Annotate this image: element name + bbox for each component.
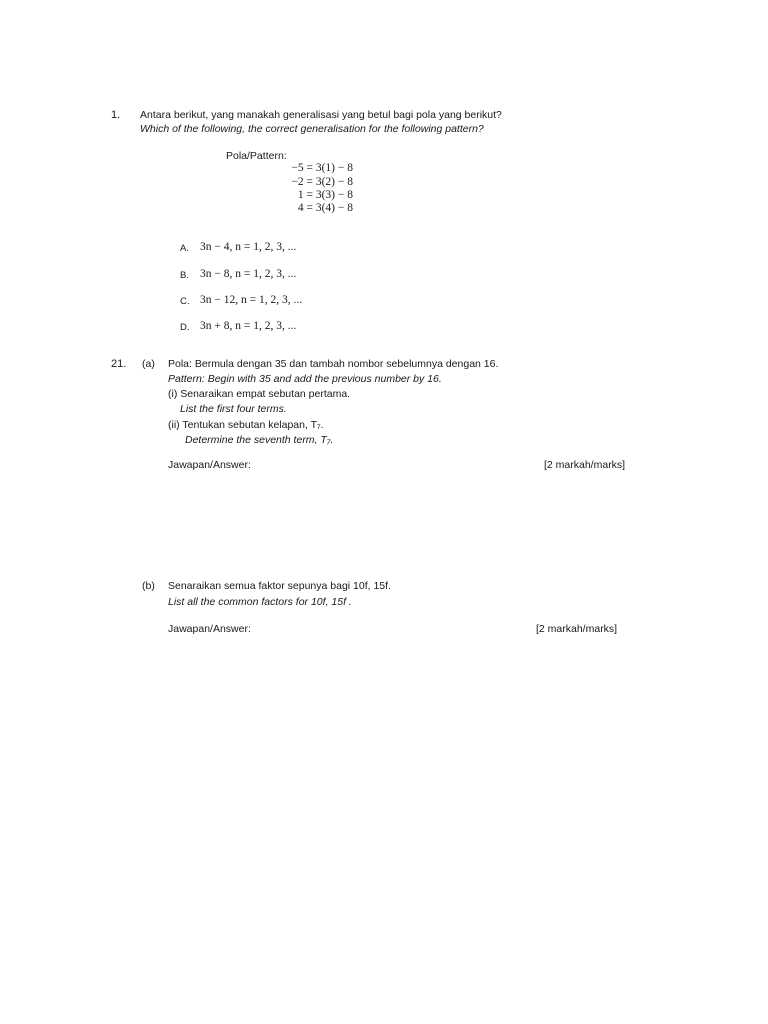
option-b-text: 3n − 8, n = 1, 2, 3, ... — [200, 268, 297, 280]
question-text-malay: Antara berikut, yang manakah generalisasi yang betul bagi pola yang berikut? — [140, 109, 502, 121]
part-b-text-english: List all the common factors for 10f, 15f . — [168, 596, 352, 608]
part-a-label: (a) — [142, 358, 155, 370]
option-d-letter: D. — [180, 322, 190, 333]
sub-i-malay: (i) Senaraikan empat sebutan pertama. — [168, 388, 351, 400]
sub-i-english: List the first four terms. — [180, 403, 287, 415]
part-b-text-malay: Senaraikan semua faktor sepunya bagi 10f, 15f. — [168, 580, 391, 592]
answer-label: Jawapan/Answer: — [168, 459, 251, 471]
sub-ii-malay: (ii) Tentukan sebutan kelapan, T₇. — [168, 419, 324, 431]
option-d-text: 3n + 8, n = 1, 2, 3, ... — [200, 320, 297, 332]
question-number: 21. — [111, 358, 127, 370]
part-a-text-english: Pattern: Begin with 35 and add the previous number by 16. — [168, 373, 442, 385]
pattern-line: −5 = 3(1) − 8 — [291, 162, 353, 174]
answer-label: Jawapan/Answer: — [168, 623, 251, 635]
marks-label: [2 markah/marks] — [536, 623, 618, 635]
question-number: 1. — [111, 109, 121, 121]
option-b-letter: B. — [180, 270, 189, 281]
part-b-label: (b) — [142, 580, 155, 592]
pattern-label: Pola/Pattern: — [226, 150, 287, 162]
option-a-letter: A. — [180, 243, 189, 254]
question-text-english: Which of the following, the correct generalisation for the following pattern? — [140, 123, 484, 135]
pattern-line: 1 = 3(3) − 8 — [297, 189, 353, 201]
pattern-line: −2 = 3(2) − 8 — [291, 176, 353, 188]
marks-label: [2 markah/marks] — [544, 459, 626, 471]
option-a-text: 3n − 4, n = 1, 2, 3, ... — [200, 241, 297, 253]
option-c-letter: C. — [180, 296, 190, 307]
option-c-text: 3n − 12, n = 1, 2, 3, ... — [200, 294, 303, 306]
pattern-line: 4 = 3(4) − 8 — [297, 202, 353, 214]
sub-ii-english: Determine the seventh term, T₇. — [185, 434, 334, 446]
part-a-text-malay: Pola: Bermula dengan 35 dan tambah nombor sebelumnya dengan 16. — [168, 358, 499, 370]
